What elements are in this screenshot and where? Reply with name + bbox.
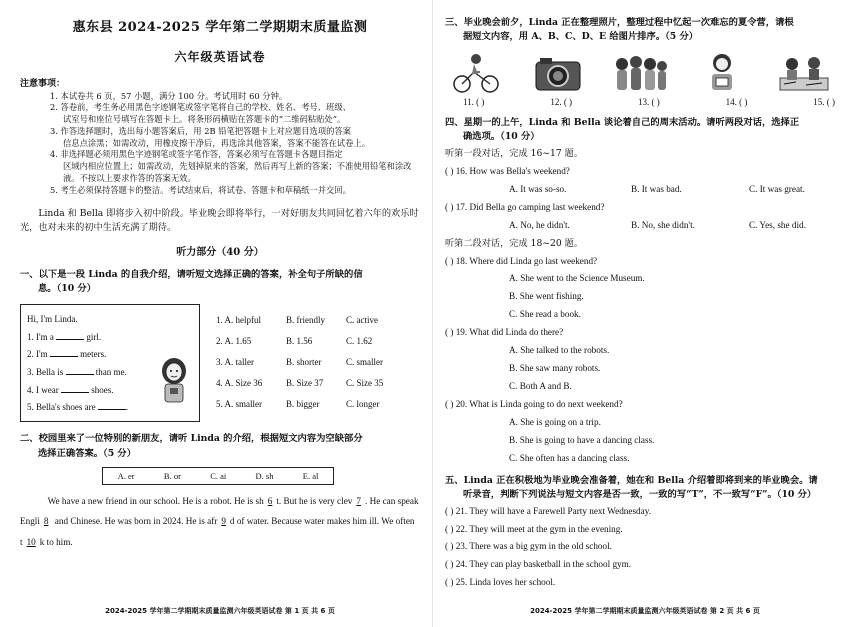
- answer-blank[interactable]: [66, 366, 94, 375]
- section-4-heading: 四、星期一的上午，Linda 和 Bella 谈论着自己的周末活动。请听两段对话，选择正 确选项。（10 分）: [445, 117, 800, 143]
- picture-answer-row: [463, 97, 835, 108]
- page-1: [20, 4, 420, 624]
- girl-with-book-icon: [691, 51, 753, 95]
- exam-title: 惠东县 2024-2025 学年第二学期期末质量监测: [72, 20, 368, 35]
- picture-row: [445, 51, 835, 95]
- option-row: 3. A. taller B. shorter C. smaller: [216, 357, 383, 368]
- notice-item: 1. 本试卷共 6 页，57 小题，满分 100 分。考试用时 60 分钟。: [50, 90, 288, 101]
- statement-24: ( ) 24. They can play basketball in the school gym.: [445, 559, 632, 570]
- option-row: 5. A. smaller B. bigger C. longer: [216, 399, 380, 410]
- option-row: 1. A. helpful B. friendly C. active: [216, 315, 378, 326]
- section-3-heading: 三、毕业晚会前夕，Linda 正在整理照片，整理过程中忆起一次难忘的夏令营，请根 据短文内容，用 A、B、C、D、E 给图片排序。（5 分）: [445, 17, 794, 43]
- notice-item: 3. 作答选择题时，选出每小题答案后，用 2B 铅笔把答题卡上对应题目选项的答案 信息点涂黑；如需改动，用橡皮擦干净后，再选涂其他答案，答案不能答在试卷上。: [50, 125, 370, 148]
- question-19: ( ) 19. What did Linda do there?: [445, 327, 564, 338]
- answer-blank-7[interactable]: 7: [356, 496, 361, 507]
- option: A. She talked to the robots.: [509, 345, 610, 356]
- girl-illustration-icon: [159, 357, 189, 405]
- option: B. She is going to have a dancing class.: [509, 434, 655, 445]
- question-17: ( ) 17. Did Bella go camping last weekend?: [445, 201, 605, 212]
- box-line: 5. Bella's shoes are .: [27, 402, 129, 413]
- self-intro-box: [20, 304, 200, 422]
- dialog-2-instruction: 听第二段对话，完成 18~20 题。: [445, 237, 583, 249]
- question-17-options: A. No, he didn't. B. No, she didn't. C. Yes, she did.: [509, 219, 806, 230]
- option: B. She went fishing.: [509, 291, 584, 302]
- page-2: [445, 4, 845, 624]
- camera-icon: [527, 51, 589, 95]
- answer-blank[interactable]: [50, 348, 78, 357]
- section-1-heading: 一、以下是一段 Linda 的自我介绍，请听短文选择正确的答案，补全句子所缺的信 息。（10 分）: [20, 268, 363, 294]
- section-1-body: [20, 296, 420, 422]
- option: A. She went to the Science Museum.: [509, 273, 645, 284]
- option-row: 4. A. Size 36 B. Size 37 C. Size 35: [216, 378, 384, 389]
- box-line: 2. I'm meters.: [27, 349, 107, 360]
- letter-choice: D. sh: [255, 470, 274, 481]
- picture-answer-12[interactable]: 12. ( ): [550, 96, 573, 107]
- letter-choice: A. er: [117, 470, 135, 481]
- statement-21: ( ) 21. They will have a Farewell Party next Wednesday.: [445, 505, 652, 516]
- option: B. She saw many robots.: [509, 363, 601, 374]
- section-5-heading: 五、Linda 正在积极地为毕业晚会准备着，她在和 Bella 介绍着即将到来的毕业晚会。请 听录音，判断下列说法与短文内容是否一致，一致的写“T”，不一致写“F”。（10 分）: [445, 474, 818, 501]
- question-16: ( ) 16. How was Bella's weekend?: [445, 165, 570, 176]
- letter-choices-box: [102, 467, 334, 485]
- option: A. She is going on a trip.: [509, 416, 601, 427]
- intro-paragraph: Linda 和 Bella 即将步入初中阶段。毕业晚会即将举行，一对好朋友共同回忆着六年的欢乐时光，也对未来的初中生活充满了期待。: [20, 207, 419, 233]
- group-of-children-icon: [609, 51, 671, 95]
- dialog-1-instruction: 听第一段对话，完成 16~17 题。: [445, 147, 583, 159]
- painting-children-icon: [773, 51, 835, 95]
- notice-item: 5. 考生必须保持答题卡的整洁。考试结束后，将试卷、答题卡和草稿纸一并交回。: [50, 184, 351, 195]
- option: C. She often has a dancing class.: [509, 452, 630, 463]
- answer-blank-9[interactable]: 9: [221, 516, 226, 527]
- answer-blank-6[interactable]: 6: [267, 496, 273, 507]
- question-16-options: A. It was so-so. B. It was bad. C. It was great.: [509, 183, 805, 194]
- picture-answer-13[interactable]: 13. ( ): [637, 96, 660, 107]
- box-line: 4. I wear shoes.: [27, 384, 114, 395]
- picture-answer-14[interactable]: 14. ( ): [725, 96, 748, 107]
- page-divider: [432, 0, 433, 627]
- answer-blank-10[interactable]: 10: [26, 536, 36, 547]
- page-1-footer: 2024-2025 学年第二学期期末质量监测六年级英语试卷 第 1 页 共 6 页: [105, 607, 335, 616]
- letter-choice: C. ai: [210, 470, 227, 481]
- robot-passage: We have a new friend in our school. He is a robot. He is sh 6 t. But he is very clev 7 . He can speak Engli 8 and Chinese. He was born in 2024. He is afr 9 d of water. Because water makes him ill. We often t 10 k to him.: [20, 496, 419, 547]
- box-line: 3. Bella is than me.: [27, 366, 127, 377]
- answer-blank[interactable]: [98, 401, 126, 410]
- picture-answer-11[interactable]: 11. ( ): [463, 96, 485, 107]
- exam-subtitle: 六年级英语试卷: [174, 50, 266, 65]
- question-20: ( ) 20. What is Linda going to do next weekend?: [445, 399, 623, 409]
- letter-choice: B. or: [163, 470, 181, 481]
- answer-blank[interactable]: [56, 331, 84, 340]
- option: C. She read a book.: [509, 309, 581, 320]
- cycling-girl-icon: [445, 51, 507, 95]
- notice-list: [50, 91, 420, 197]
- notice-heading: 注意事项：: [20, 79, 66, 90]
- section-1-options: [216, 310, 396, 422]
- notice-item: 4. 非选择题必须用黑色字迹钢笔或签字笔作答，答案必须写在答题卡各题目指定 区域内相应位置上；如需改动，先划掉原来的答案，然后再写上新的答案；不准使用铅笔和涂改液。不按以上要求作答的答案无效。: [50, 149, 412, 183]
- box-line: Hi, I'm Linda.: [27, 314, 78, 325]
- answer-blank[interactable]: [61, 384, 89, 393]
- page-2-footer: 2024-2025 学年第二学期期末质量监测六年级英语试卷 第 2 页 共 6 页: [530, 607, 760, 616]
- statement-25: ( ) 25. Linda loves her school.: [445, 577, 556, 588]
- listening-part-title: 听力部分（40 分）: [176, 247, 264, 259]
- picture-answer-15[interactable]: 15. ( ): [813, 96, 835, 107]
- letter-choice: E. al: [302, 470, 319, 481]
- answer-blank-8[interactable]: 8: [43, 516, 49, 527]
- question-18: ( ) 18. Where did Linda go last weekend?: [445, 255, 598, 266]
- option-row: 2. A. 1.65 B. 1.56 C. 1.62: [216, 336, 373, 347]
- statement-23: ( ) 23. There was a big gym in the old school.: [445, 541, 612, 552]
- section-2-heading: 二、校园里来了一位特别的新朋友，请听 Linda 的介绍，根据短文内容为空缺部分 选择正确答案。（5 分）: [20, 433, 363, 459]
- notice-item: 2. 答卷前，考生务必用黑色字迹钢笔或签字笔将自己的学校、姓名、考号、班级、 试室号和座位号填写在答题卡上。将条形码横贴在答题卡的“二维码粘贴处”。: [50, 102, 351, 125]
- statement-22: ( ) 22. They will meet at the gym in the evening.: [445, 523, 623, 534]
- box-line: 1. I'm a girl.: [27, 331, 102, 342]
- option: C. Both A and B.: [509, 381, 572, 392]
